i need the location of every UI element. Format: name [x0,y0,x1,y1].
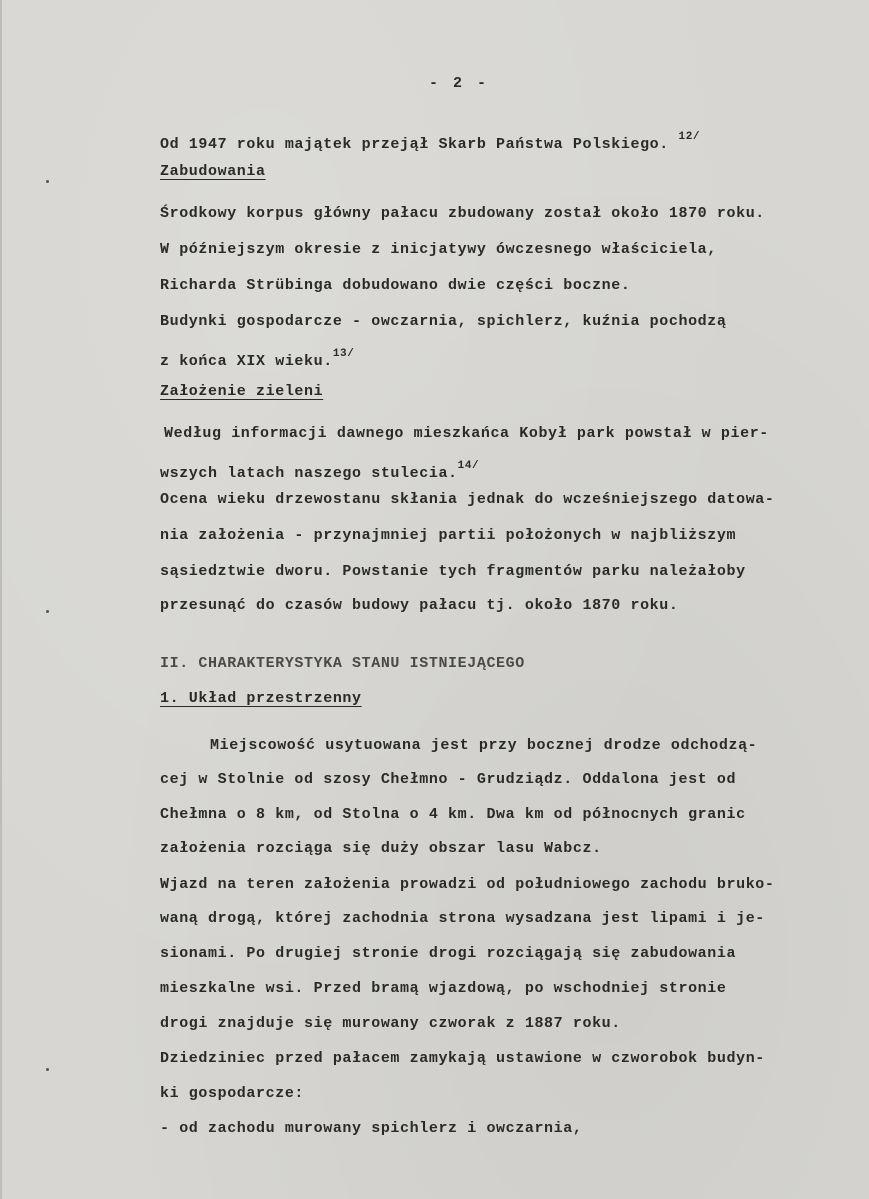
text-line: cej w Stolnie od szosy Chełmno - Grudziądz. Oddalona jest od [160,771,737,788]
footnote-ref: 13/ [332,348,355,360]
text-line: Richarda Strübinga dobudowano dwie części boczne. [160,277,631,294]
section-heading: 1. Układ przestrzenny [160,690,362,707]
text-line: Budynki gospodarcze - owczarnia, spichlerz, kuźnia pochodzą [160,313,727,330]
section-heading: Zabudowania [160,163,266,180]
text-line: Środkowy korpus główny pałacu zbudowany został około 1870 roku. [160,205,765,222]
text-line: z końca XIX wieku.$^{13/}$ [160,348,355,370]
text-line: przesunąć do czasów budowy pałacu tj. około 1870 roku. [160,597,679,614]
page-number: - 2 - [429,75,490,92]
text-line: W późniejszym okresie z inicjatywy ówczesnego właściciela, [160,241,717,258]
text-line: - od zachodu murowany spichlerz i owczarnia, [160,1120,583,1137]
text-line: Od 1947 roku majątek przejął Skarb Państwa Polskiego. $^{12/}$ [160,131,701,153]
binding-mark [46,610,49,613]
binding-mark [46,1068,49,1071]
text-line: wszych latach naszego stulecia.$^{14/}$ [160,460,480,482]
text-line: Ocena wieku drzewostanu skłania jednak do wcześniejszego datowa- [160,491,775,508]
footnote-ref: 14/ [457,460,480,472]
text-line: Chełmna o 8 km, od Stolna o 4 km. Dwa km od północnych granic [160,806,746,823]
text-line: waną drogą, której zachodnia strona wysadzana jest lipami i je- [160,910,765,927]
text-line: mieszkalne wsi. Przed bramą wjazdową, po wschodniej stronie [160,980,727,997]
text-line: sąsiedztwie dworu. Powstanie tych fragmentów parku należałoby [160,563,746,580]
text-line: założenia rozciąga się duży obszar lasu Wabcz. [160,840,602,857]
text-line: drogi znajduje się murowany czworak z 1887 roku. [160,1015,621,1032]
section-heading: Założenie zieleni [160,383,324,400]
text-line: Według informacji dawnego mieszkańca Kobył park powstał w pier- [164,425,769,442]
text-line: Miejscowość usytuowana jest przy bocznej drodze odchodzą- [210,737,758,754]
text-line: nia założenia - przynajmniej partii położonych w najbliższym [160,527,737,544]
text-line: Wjazd na teren założenia prowadzi od południowego zachodu bruko- [160,876,775,893]
chapter-heading: II. CHARAKTERYSTYKA STANU ISTNIEJĄCEGO [160,655,525,672]
text-line: ki gospodarcze: [160,1085,305,1102]
binding-mark [46,180,49,183]
text-line: Dziedziniec przed pałacem zamykają ustawione w czworobok budyn- [160,1050,765,1067]
footnote-ref: 12/ [678,131,701,143]
text-line: sionami. Po drugiej stronie drogi rozciągają się zabudowania [160,945,737,962]
